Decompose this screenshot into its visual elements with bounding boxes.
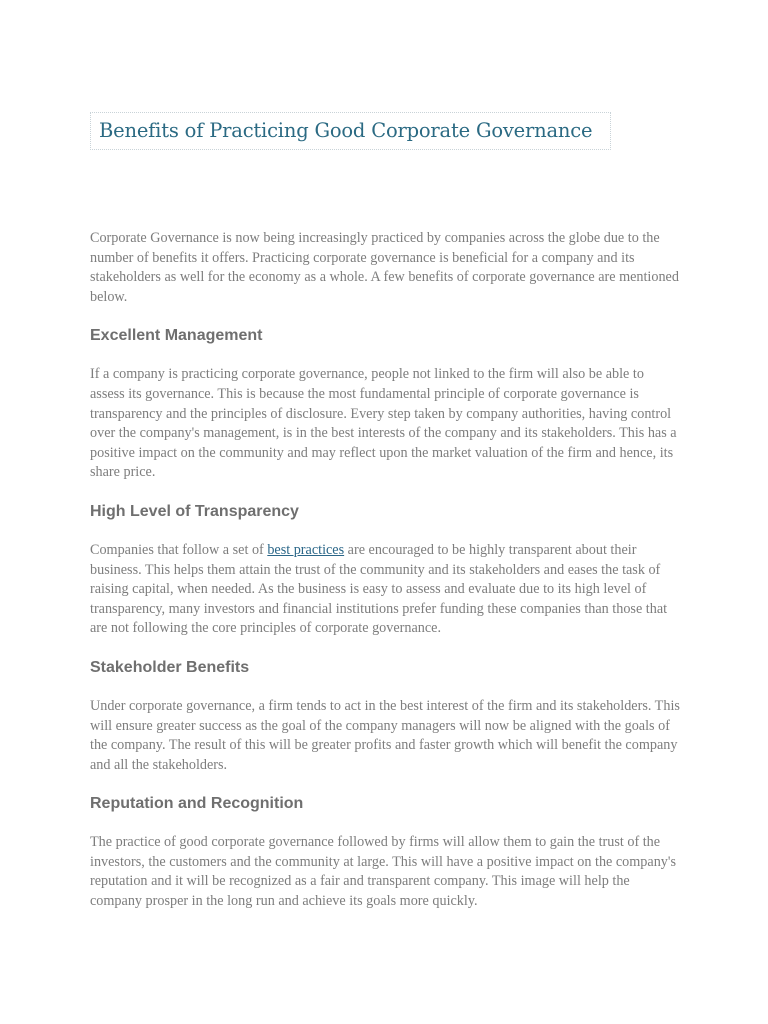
section-body-stakeholder-benefits: Under corporate governance, a firm tends to act in the best interest of the firm and its stakeholders. This will ensure greater success as the goal of the company managers will now be aligned with the goals of the company. The result of this will be greater profits and faster growth which will benefit the company and all the stakeholders. bbox=[90, 697, 680, 773]
section-heading-transparency: High Level of Transparency bbox=[90, 502, 299, 520]
title-box bbox=[90, 112, 611, 150]
section-body-transparency bbox=[90, 541, 680, 639]
text-before-link: Companies that follow a set of bbox=[90, 541, 268, 558]
document-body bbox=[90, 229, 680, 912]
text-after-link: are encouraged to be highly transparent about their business. This helps them attain the trust of the community and its stakeholders and eases the task of raising capital, when needed. As the business is easy to assess and evaluate due to its high level of transparency, many investors and financial institutions prefer funding these companies than those that are not following the core principles of corporate governance. bbox=[90, 541, 668, 637]
section-heading-excellent-management: Excellent Management bbox=[90, 327, 263, 345]
page-title: Benefits of Practicing Good Corporate Governance bbox=[99, 119, 593, 142]
intro-paragraph: Corporate Governance is now being increasingly practiced by companies across the globe due to the number of benefits it offers. Practicing corporate governance is beneficial for a company and its stakeholders as well for the economy as a whole. A few benefits of corporate governance are mentioned below. bbox=[90, 230, 679, 305]
section-body-excellent-management: If a company is practicing corporate governance, people not linked to the firm will also be able to assess its governance. This is because the most fundamental principle of corporate governance is transparency and the principles of disclosure. Every step taken by company authorities, having control over the company's management, is in the best interests of the company and its stakeholders. This has a positive impact on the community and may reflect upon the market valuation of the firm and hence, its share price. bbox=[90, 366, 677, 481]
section-heading-reputation: Reputation and Recognition bbox=[90, 795, 304, 813]
best-practices-link[interactable]: best practices bbox=[267, 541, 345, 558]
section-heading-stakeholder-benefits: Stakeholder Benefits bbox=[90, 658, 250, 676]
section-body-reputation: The practice of good corporate governance followed by firms will allow them to gain the trust of the investors, the customers and the community at large. This will have a positive impact on the company's reputation and it will be recognized as a fair and transparent company. This image will help the company prosper in the long run and achieve its goals more quickly. bbox=[90, 834, 676, 910]
